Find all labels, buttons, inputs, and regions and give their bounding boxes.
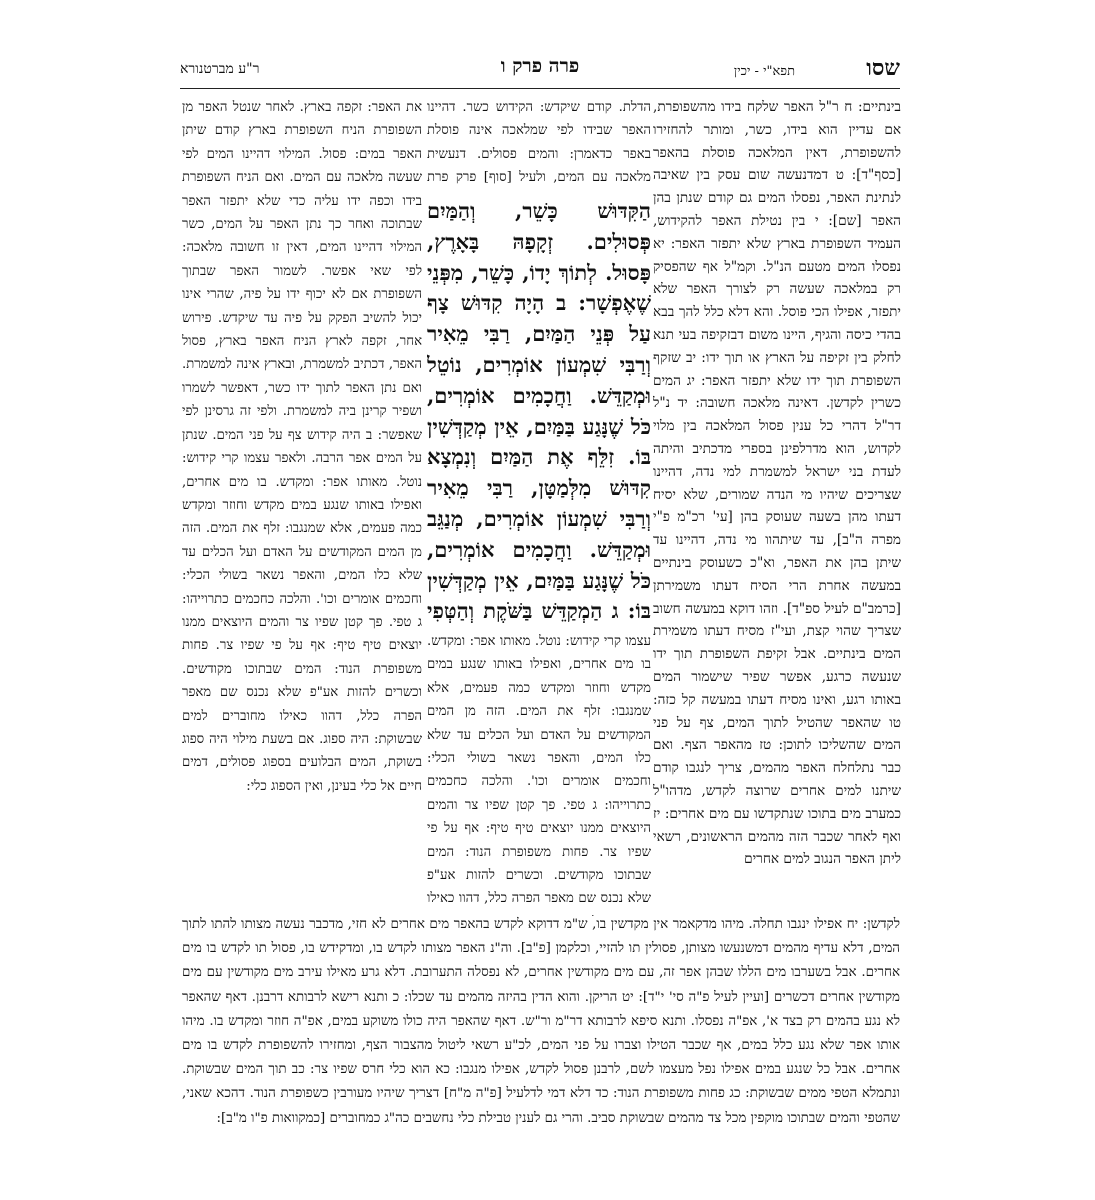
yachin-bottom-block: לקדשן: יח אפילו ינגבו תחלה. מיהו מדקאמר אין מקדשין בו, ש"מ דדוקא לקדש בהאפר מים אחרים לא חזי, מדכבר נעשה מצותו להתו לתוך המים, דלא עדיף מהמים דמשנעשו מצותן, פסולין תו להזיי, וכלקמן [פ"ב]. וה"נ האפר מצותו לקדש בו, ומדקידש בו, פסול תו לקדש בו מים אחרים. אבל בשערבו מים הללו שבהן אפר זה, עם מים מקודשין אחרים, לא נפסלה התערובת. דלא גרע מאילו עירב מים מקודשין עם מים מקודשין אחרים דכשרים [ועיין לעיל פ"ה סי' י"ד]: יט הריקן. והוא הדין בהיזה מהמים עד שכלו: כ ותנא רישא לרבותא דרבנן. דאף שהאפר לא נגע בהמים רק בצד א', אפ"ה נפסלו. ותנא סיפא לרבותא דר"מ ור"ש. דאף שהאפר היה כולו משוקע במים, אפ"ה חוזר ומקדש בו. מיהו אותו אפר שלא נגע כלל במים, אף שכבר הטילו וצברו על פני המים, לכ"ע רשאי ליטול מהצבור הצף, ומחזירו להשפופרת לקדש בו מים אחרים. אבל כל שנגע במים אפילו נפל מעצמו לשם, לרבנן פסול לקדש, אפילו מנגבו: כא הוא כלי חרס שפיו צר: כב תוך המים שבשוקת. ונתמלא הטפי ממים שבשוקת: כג פחות משפופרת הנוד: כד דלא דמי לדלעיל [פ"ה מ"ח] דצריך שיהיו מעורבין כשפופרת הנוד. דהכא שאני, שהטפי והמים שבתוכו מוקפין מכל צד מהמים שבשוקת סביב. והרי גם לענין טבילת כלי נחשבים כה"ג כמחוברים [כמקוואות פ"ו מ"ב]:	[182, 917, 900, 1126]
running-header	[180, 55, 900, 87]
page-number: שסו	[866, 55, 900, 81]
bartenura-top-block: הדלת. קודם שיקדש: הקידוש כשר. דהיינו האפר שבידו לפי שמלאכה אינה פוסלת באפר כדאמרן: והמים פסולים. דנעשית מלאכה עם המים, ולעיל [סוף] פרק פרת	[427, 100, 651, 186]
tractate-chapter-title: פרה פרק ו	[500, 55, 580, 77]
bartenura-header: ר"ע מברטנורא	[180, 61, 260, 77]
bartenura-side-column: את האפר: זקפה בארץ. לאחר שנטל האפר מן השפופרת הניח השפופרת בארץ קודם שיתן האפר במים: פסול. המילוי דהיינו המים לפי שעשה מלאכה עם המים. ואם הניח השפופרת בידו וכפה ידו עליה כדי שלא יתפזר האפר שבתוכה ואחר כך נתן האפר על המים, כשר המילוי דהיינו המים, דאין זו חשובה מלאכה: לפי שאי אפשר. לשמור האפר שבתוך השפופרת אם לא יכוף ידו על פיה, שהרי אינו יכול להשיב הפקק על פיה עד שיקדש. פירוש אחר, זקפה לארץ הניח האפר בארץ, פסול האפר, דכתיב למשמרת, ובארץ אינה למשמרת. ואם נתן האפר לתוך ידו כשר, דאפשר לשמרו ושפיר קרינן ביה למשמרת. ולפי זה גרסינן לפי שאפשר: ב היה קידוש צף על פני המים. שנתן על המים אפר הרבה. ולאפר עצמו קרי קידוש: נוטל. מאותו אפר: ומקדש. בו מים אחרים, ואפילו באותו שנגע במים מקדש וחוזר ומקדש כמה פעמים, אלא שמנגבו: זלף את המים. הזה מן המים המקודשים על האדם ועל הכלים עד שלא כלו המים, והאפר נשאר בשולי הכלי: וחכמים אומרים וכו'. והלכה כחכמים כתרוייהו: ג טפי. פך קטן שפיו צר והמים היוצאים ממנו יוצאים טיף טיף: אף על פי שפיו צר. פחות משפופרת הנוד: המים שבתוכו מקודשים. וכשרים להזות אע"פ שלא נכנס שם מאפר הפרה כלל, דהוו כאילו מחוברים למים שבשוקת: היה ספוג. אם בשעת מילוי היה ספוג בשוקת, המים הבלועים בספוג פסולים, דמים חיים אל כלי בעינן, ואין הספוג כלי:	[182, 100, 422, 794]
header-rule	[180, 88, 900, 89]
tosafot-yachin-header: תפא"י - יכין	[733, 64, 795, 79]
mishna-text: הַקִּדּוּשׁ כָּשֵׁר, וְהַמַּיִם פְּסוּלִים. זְקָפָהּ בָּאָרֶץ, פָּסוּל. לְתוֹךְ יָדוֹ, כָּשֵׁר, מִפְּנֵי שֶׁאֶפְשָׁר: ב הָיָה קִדּוּשׁ צָף עַל פְּנֵי הַמַּיִם, רַבִּי מֵאִיר וְרַבִּי שִׁמְעוֹן אוֹמְרִים, נוֹטֵל וּמְקַדֵּשׁ. וַחֲכָמִים אוֹמְרִים, כֹּל שֶׁנָּגַע בַּמַּיִם, אֵין מְקַדְּשִׁין בּוֹ. זִלֵּף אֶת הַמַּיִם וְנִמְצָא קִדּוּשׁ מִלְּמַטָּן, רַבִּי מֵאִיר וְרַבִּי שִׁמְעוֹן אוֹמְרִים, מְנַגֵּב וּמְקַדֵּשׁ. וַחֲכָמִים אוֹמְרִים, כֹּל שֶׁנָּגַע בַּמַּיִם, אֵין מְקַדְּשִׁין בּוֹ: ג הַמְקַדֵּשׁ בַּשֹּׁקֶת וְהַטְּפִי	[427, 198, 651, 624]
bartenura-bottom-block: עצמו קרי קידוש: נוטל. מאותו אפר: ומקדש. בו מים אחרים, ואפילו באותו שנגע במים מקדש וחוזר ומקדש כמה פעמים, אלא שמנגבו: זלף את המים. הזה מן המים המקודשים על האדם ועל הכלים עד שלא כלו המים, והאפר נשאר בשולי הכלי: וחכמים אומרים וכו'. והלכה כחכמים כתרוייהו: ג טפי. פך קטן שפיו צר והמים היוצאים ממנו יוצאים טיף טיף: אף על פי שפיו צר. פחות משפופרת הנוד: המים שבתוכו מקודשים. וכשרים להזות אע"פ שלא נכנס שם מאפר הפרה כלל, דהוו כאילו	[427, 634, 651, 907]
yachin-commentary-column: בינתיים: ח ר"ל האפר שלקח בידו מהשפופרת, אם עדיין הוא בידו, כשר, ומותר להחזירו להשפופרת, דאין המלאכה פוסלת בהאפר [כסף"ד]: ט דמדנעשה שום עסק בין שאיבה לנתינת האפר, נפסלו המים גם קודם שנתן בהן האפר [שם]: י בין נטילת האפר להקידוש, העמיד השפופרת בארץ שלא יתפזר האפר: יא נפסלו המים מטעם הנ"ל. וקמ"ל אף שהפסיק רק במלאכה שעשה רק לצורך האפר שלא יתפזר, אפילו הכי פוסל. והא דלא כלל להך בבא בהדי כיסה והגיף, היינו משום דבזקיפה בעי תנא לחלק בין זקיפה על הארץ או תוך ידו: יב שזקף השפופרת תוך ידו שלא יתפזר האפר: יג המים כשרין לקדשן. דאינה מלאכה חשובה: יד נ"ל דר"ל דהרי כל ענין פסול המלאכה בין מלוי לקדוש, הוא מדרלפינן בספרי מדכתיב והיתה לעדת בני ישראל למשמרת למי נדה, דהיינו שצריכים שיהיו מי הנדה שמורים, שלא יסיח דעתו מהן בשעה שעוסק בהן [עי' רכ"מ פ"י מפרה ה"ב], עד שיתהוו מי נדה, דהיינו עד שיתן בהן את האפר, וא"כ כשעוסק בינתיים במעשה אחרת הרי הסיח דעתו משמירתן [כרמב"ם לעיל ספ"ד]. וזהו דוקא במעשה חשוב שצריך שהוי קצת, ועי"ז מסיח דעתו משמירת המים בינתיים. אבל זקיפת השפופרת תוך ידו שנעשה כרגע, אפשר שפיר שישמור המים באותו רגע, ואינו מסיח דעתו במעשה קל כזה: טו שהאפר שהטיל לתוך המים, צף על פני המים שהשליכו לתוכן: טז מהאפר הצף. ואם כבר נתלחלח האפר מהמים, צריך לנגבו קודם שיתנו למים אחרים שרוצה לקדש, מדהו"ל כמערב מים בתוכו שנתקדשו עם מים אחרים: יז ואף לאחר שכבר הזה מהמים הראשונים, רשאי ליתן האפר הנגוב למים אחרים	[653, 99, 901, 868]
